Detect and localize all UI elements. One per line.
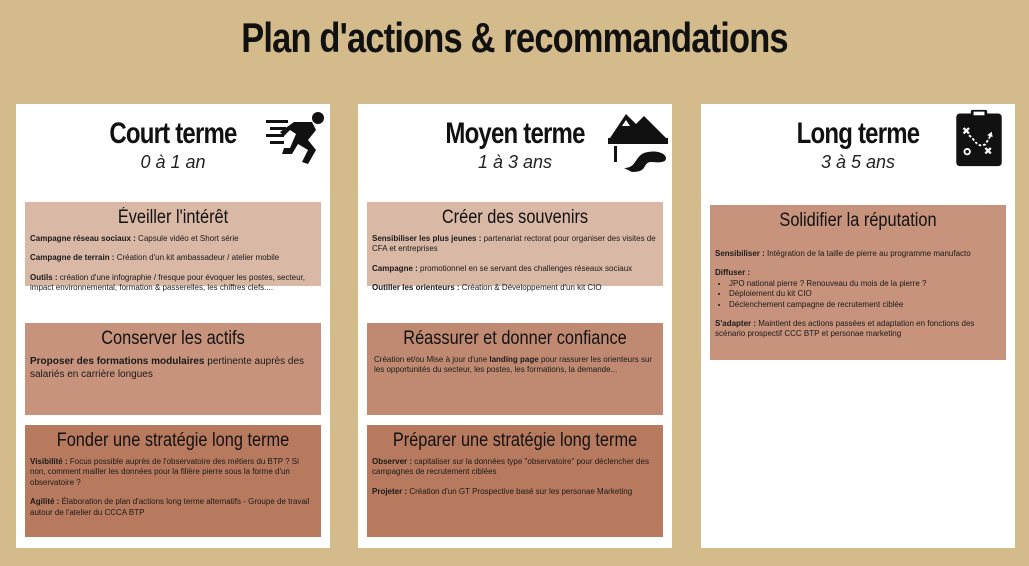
column-title: Court terme xyxy=(109,117,237,150)
box-title: Fonder une stratégie long terme xyxy=(56,430,290,451)
box-title: Solidifier la réputation xyxy=(779,210,937,231)
list-item: S'adapter : Maintient des actions passées et adaptation en fonctions des scénario prospectif CCC BTP et personae marketing xyxy=(715,319,975,339)
box-conserver-actifs xyxy=(25,323,321,415)
list-item: • JPO national pierre ? Renouveau du mois de la pierre ? xyxy=(729,279,1001,289)
box-title: Préparer une stratégie long terme xyxy=(392,430,638,451)
bullet-list xyxy=(715,279,1001,310)
box-solidifier-reputation xyxy=(710,205,1006,360)
box-creer-souvenirs xyxy=(367,202,663,293)
box-title: Conserver les actifs xyxy=(101,328,245,349)
box-title: Éveiller l'intérêt xyxy=(117,207,229,228)
list-item: Sensibiliser : Intégration de la taille de pierre au programme manufacto xyxy=(715,249,971,258)
column-subtitle: 3 à 5 ans xyxy=(820,152,896,172)
list-item: Projeter : Création d'un GT Prospective basé sur les personae Marketing xyxy=(372,486,633,496)
column-title: Moyen terme xyxy=(445,117,585,150)
list-item: Proposer des formations modulaires pertinente auprès des salariés en carrière longues xyxy=(30,356,305,380)
strategy-clipboard-icon xyxy=(949,106,1009,170)
list-item: Visibilité : Focus possible auprès de l'observatoire des métiers du BTP ? Si non, comment mailler les données pour la filière pierre sous la forme d'un observatoire ? xyxy=(30,457,299,487)
list-item: Agilité : Élaboration de plan d'actions long terme alternatifs - Groupe de travail autour de l'atelier du CCCA BTP xyxy=(30,497,310,517)
list-item: Campagne de terrain : Création d'un kit ambassadeur / atelier mobile xyxy=(30,253,280,263)
running-person-icon xyxy=(264,106,330,172)
list-item: Outiller les orienteurs : Création & Développement d'un kit CIO xyxy=(372,283,602,293)
page-title: Plan d'actions & recommandations xyxy=(241,14,788,61)
column-subtitle: 0 à 1 an xyxy=(140,152,206,172)
column-title: Long terme xyxy=(796,117,920,150)
box-preparer-strategie xyxy=(367,425,663,537)
list-item: Campagne réseau sociaux : Capsule vidéo et Short série xyxy=(30,234,239,243)
list-item: • Déploiement du kit CIO xyxy=(729,289,1001,299)
list-item: Campagne : promotionnel en se servant des challenges réseaux sociaux xyxy=(372,263,633,273)
list-item: • Déclenchement campagne de recrutement ciblée xyxy=(729,300,1001,310)
list-item: Diffuser : xyxy=(715,268,751,278)
list-item: Outils : création d'une infographie / fresque pour évoquer les postes, secteur, impact environnemental, formation & passerelles, les chiffres clefs.... xyxy=(30,272,306,293)
list-item: Observer : capitaliser sur la données type "observatoire" pour déclencher des campagnes de recrutement ciblées xyxy=(372,457,649,477)
column-subtitle: 1 à 3 ans xyxy=(477,152,553,172)
list-item: Sensibiliser les plus jeunes : partenariat rectorat pour organiser des visites de CFA et entreprises xyxy=(372,234,656,254)
box-fonder-strategie xyxy=(25,425,321,537)
box-title: Réassurer et donner confiance xyxy=(403,328,627,349)
box-title: Créer des souvenirs xyxy=(441,207,589,228)
column-moyen-terme xyxy=(358,104,672,548)
column-court-terme xyxy=(16,104,330,548)
box-eveiller-interet xyxy=(25,202,321,293)
landscape-path-icon xyxy=(604,108,670,174)
box-reassurer-confiance xyxy=(367,323,663,415)
list-item: Création et/ou Mise à jour d'une landing page pour rassurer les orienteurs sur les opportunités du secteur, les postes, les formations, la demande... xyxy=(374,355,653,375)
column-long-terme xyxy=(701,104,1015,548)
